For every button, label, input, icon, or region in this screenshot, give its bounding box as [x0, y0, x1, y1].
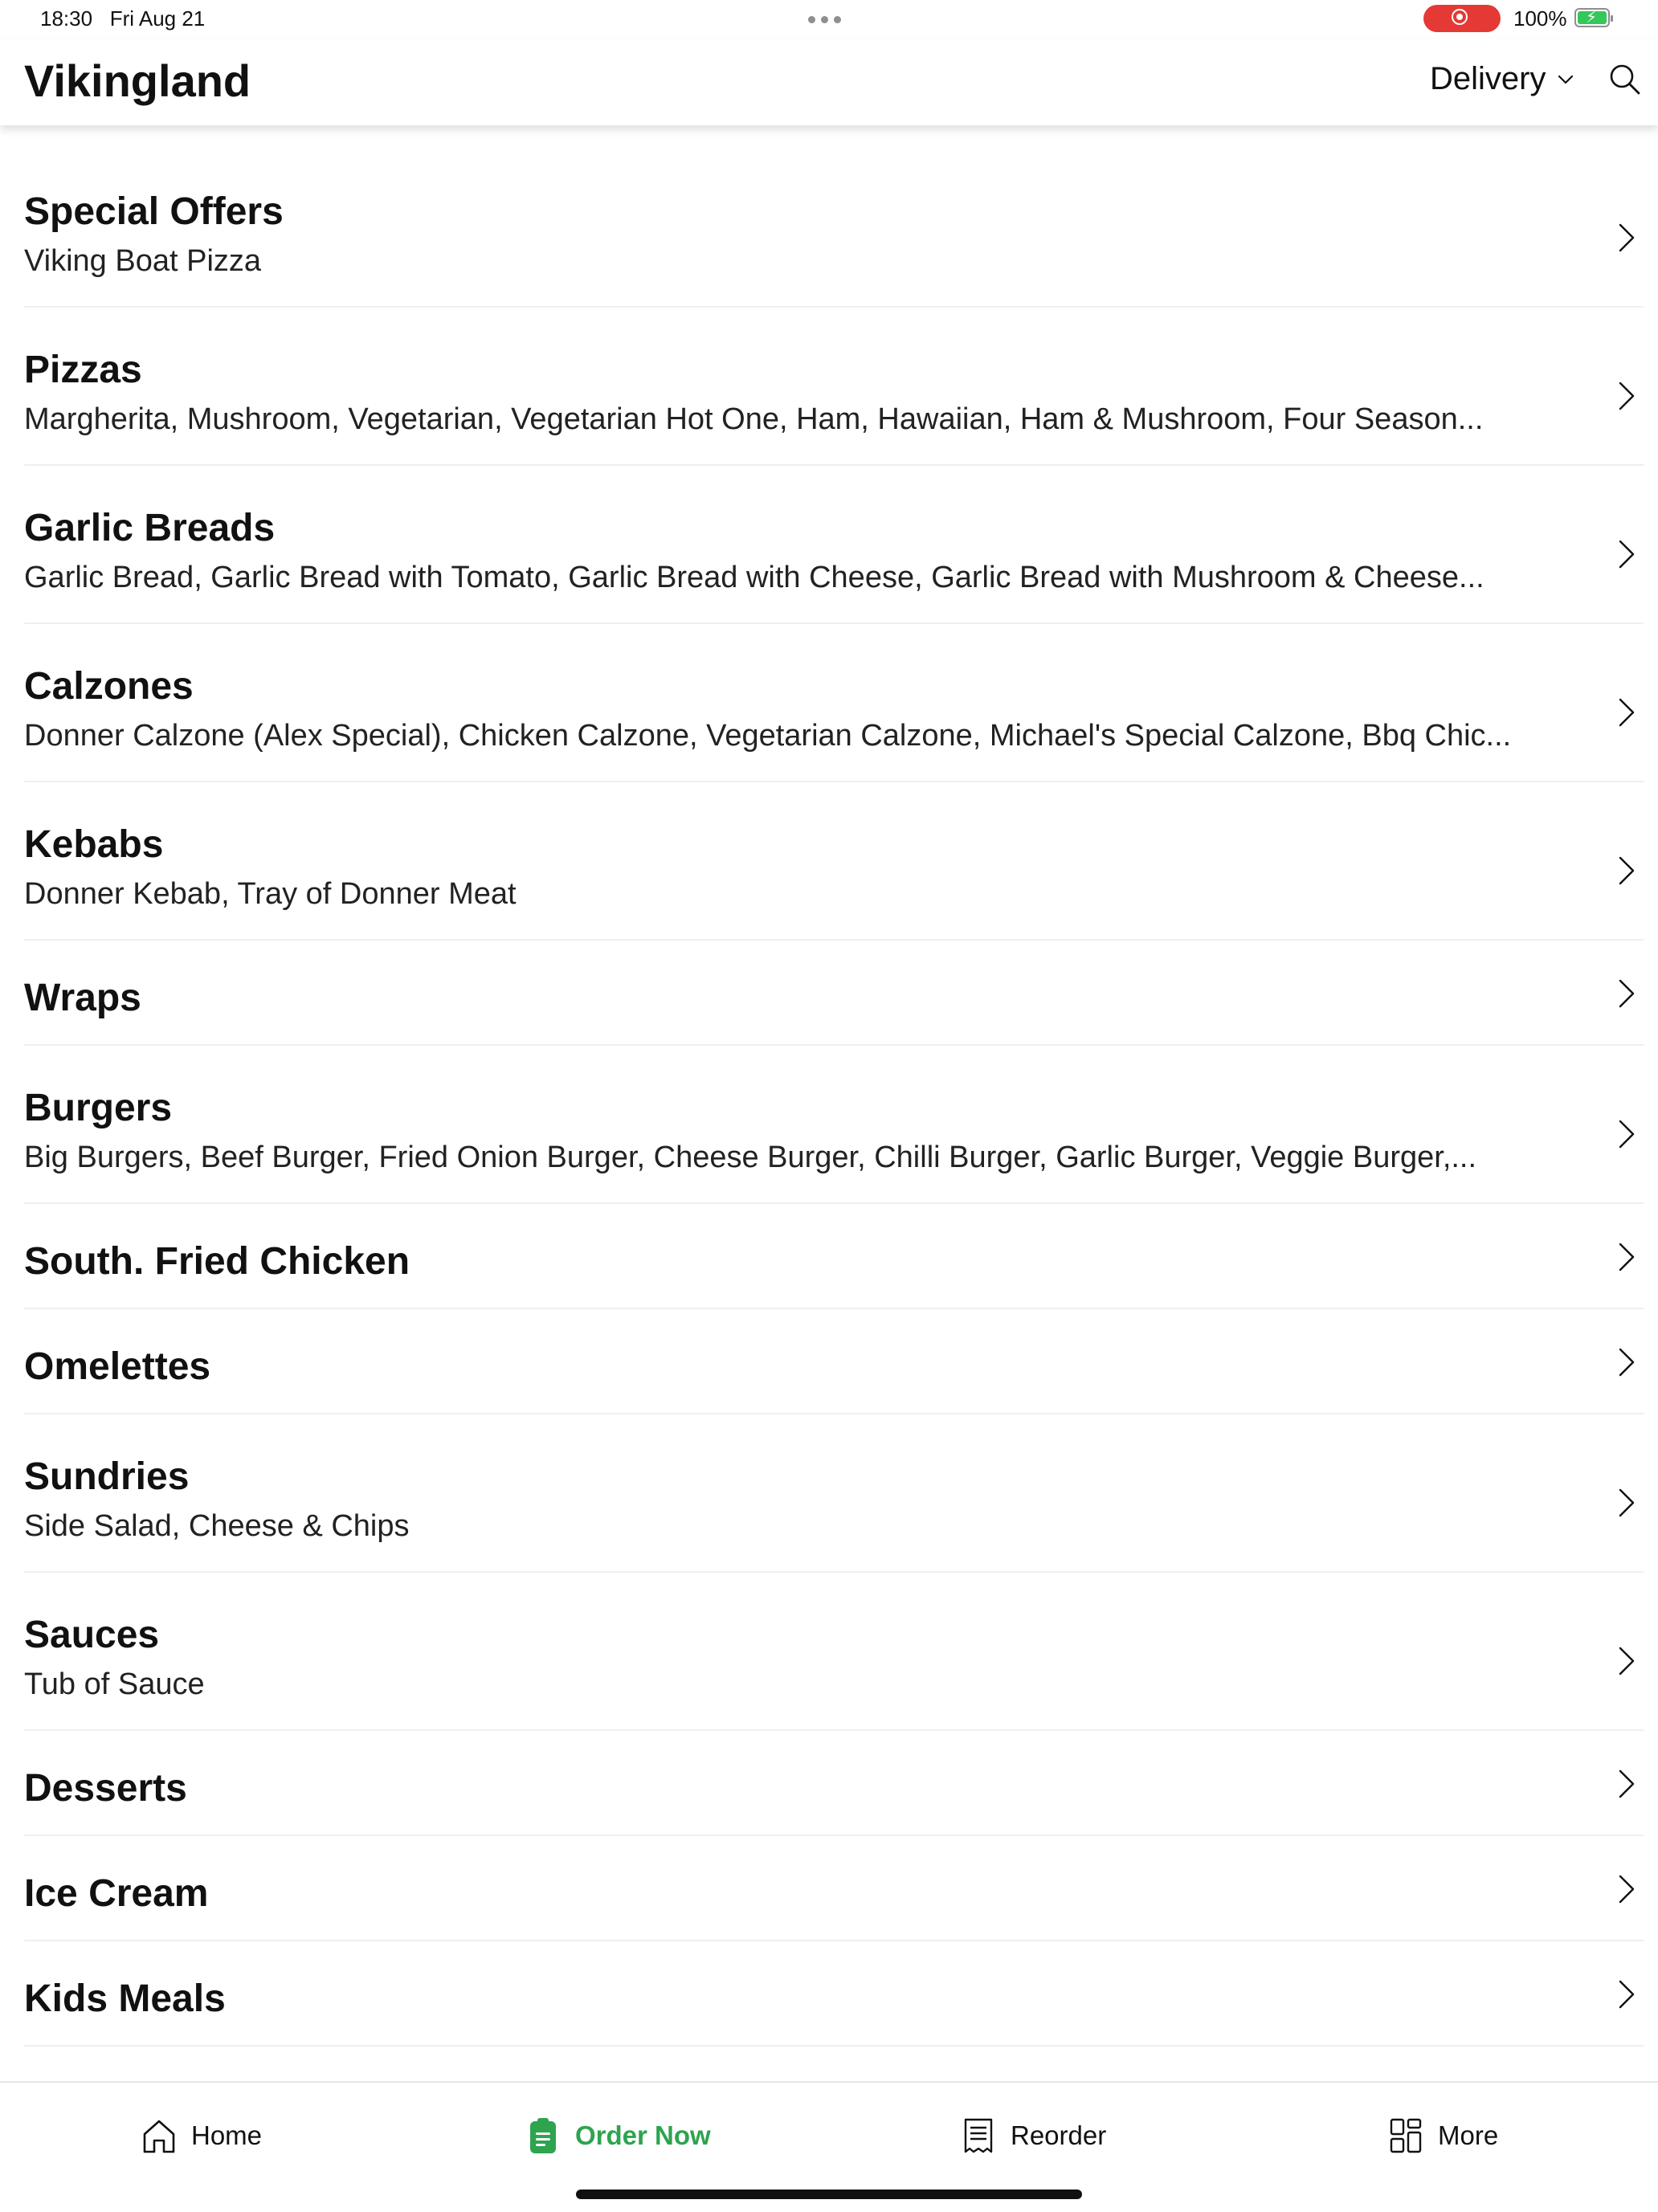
- tab-reorder-label: Reorder: [1011, 2120, 1107, 2150]
- category-name: Omelettes: [24, 1345, 211, 1388]
- category-name: Ice Cream: [24, 1872, 209, 1915]
- category-items-preview: Donner Kebab, Tray of Donner Meat: [24, 877, 517, 911]
- status-bar: [0, 0, 1658, 39]
- category-items-preview: Donner Calzone (Alex Special), Chicken Calzone, Vegetarian Calzone, Michael's Special Calzone, Bbq Chic...: [24, 719, 1512, 753]
- chevron-right-icon: [1616, 1768, 1637, 1800]
- chevron-right-icon: [1616, 222, 1637, 254]
- chevron-right-icon: [1616, 380, 1637, 412]
- menu-category-row[interactable]: [24, 1309, 1644, 1414]
- chevron-right-icon: [1616, 1118, 1637, 1150]
- tab-order-now[interactable]: [525, 2116, 711, 2155]
- menu-category-row[interactable]: [24, 1836, 1644, 1941]
- category-name: Calzones: [24, 665, 194, 708]
- chevron-right-icon: [1616, 1346, 1637, 1378]
- home-indicator[interactable]: [576, 2190, 1082, 2199]
- search-icon[interactable]: [1607, 61, 1642, 96]
- chevron-right-icon: [1616, 538, 1637, 570]
- multitasking-dots-icon[interactable]: [808, 16, 841, 23]
- chevron-right-icon: [1616, 1241, 1637, 1273]
- chevron-right-icon: [1616, 855, 1637, 887]
- category-name: Pizzas: [24, 349, 142, 391]
- menu-category-row[interactable]: [24, 782, 1644, 941]
- menu-category-row[interactable]: [24, 1204, 1644, 1309]
- menu-category-row[interactable]: [24, 1731, 1644, 1836]
- chevron-right-icon: [1616, 1645, 1637, 1677]
- battery-icon: ⚡: [1574, 8, 1610, 27]
- category-items-preview: Big Burgers, Beef Burger, Fried Onion Burger, Cheese Burger, Chilli Burger, Garlic Burger, Veggie Burger,...: [24, 1141, 1477, 1174]
- chevron-right-icon: [1616, 696, 1637, 728]
- category-name: Special Offers: [24, 190, 284, 233]
- order-icon: [525, 2116, 561, 2155]
- menu-category-row[interactable]: [24, 1941, 1644, 2047]
- tab-order-now-label: Order Now: [575, 2120, 711, 2150]
- tab-home[interactable]: [141, 2116, 262, 2155]
- receipt-icon: [961, 2116, 996, 2155]
- status-time: 18:30 Fri Aug 21: [40, 6, 206, 31]
- menu-category-row[interactable]: [24, 1414, 1644, 1573]
- page-title: Vikingland: [24, 55, 251, 106]
- menu-category-row[interactable]: [24, 941, 1644, 1046]
- menu-category-row[interactable]: [24, 624, 1644, 782]
- menu-category-row[interactable]: [24, 1046, 1644, 1204]
- category-items-preview: Side Salad, Cheese & Chips: [24, 1509, 410, 1543]
- chevron-right-icon: [1616, 1873, 1637, 1905]
- category-name: Kebabs: [24, 823, 164, 866]
- menu-category-row[interactable]: [24, 149, 1644, 308]
- menu-category-row[interactable]: [24, 308, 1644, 466]
- tab-more[interactable]: [1388, 2116, 1498, 2155]
- category-list: [0, 149, 1658, 2047]
- chevron-right-icon: [1616, 977, 1637, 1010]
- app-header: [0, 39, 1658, 125]
- delivery-mode-label: Delivery: [1430, 61, 1546, 96]
- category-name: Burgers: [24, 1087, 173, 1129]
- chevron-right-icon: [1616, 1978, 1637, 2010]
- tab-reorder[interactable]: [961, 2116, 1106, 2155]
- category-items-preview: Tub of Sauce: [24, 1667, 205, 1701]
- category-items-preview: Garlic Bread, Garlic Bread with Tomato, Garlic Bread with Cheese, Garlic Bread with Mushroom & Cheese...: [24, 561, 1484, 594]
- tab-home-label: Home: [191, 2120, 263, 2150]
- chevron-right-icon: [1616, 1487, 1637, 1519]
- category-name: South. Fried Chicken: [24, 1240, 410, 1283]
- tab-more-label: More: [1438, 2120, 1499, 2150]
- category-name: Wraps: [24, 977, 141, 1019]
- category-items-preview: Margherita, Mushroom, Vegetarian, Vegetarian Hot One, Ham, Hawaiian, Ham & Mushroom, Four Season...: [24, 402, 1484, 436]
- battery-percentage: 100%: [1513, 6, 1567, 31]
- category-items-preview: Viking Boat Pizza: [24, 244, 262, 278]
- category-name: Sauces: [24, 1614, 160, 1656]
- menu-category-row[interactable]: [24, 1573, 1644, 1731]
- chevron-down-icon: [1557, 71, 1574, 88]
- grid-icon: [1388, 2116, 1423, 2155]
- screen-recording-icon[interactable]: [1423, 5, 1501, 32]
- category-name: Desserts: [24, 1767, 187, 1810]
- tab-bar: [0, 2081, 1658, 2212]
- category-name: Kids Meals: [24, 1977, 226, 2020]
- category-name: Sundries: [24, 1455, 190, 1498]
- category-name: Garlic Breads: [24, 507, 276, 549]
- home-icon: [141, 2116, 177, 2155]
- menu-category-row[interactable]: [24, 466, 1644, 624]
- delivery-mode-selector[interactable]: [1430, 61, 1574, 97]
